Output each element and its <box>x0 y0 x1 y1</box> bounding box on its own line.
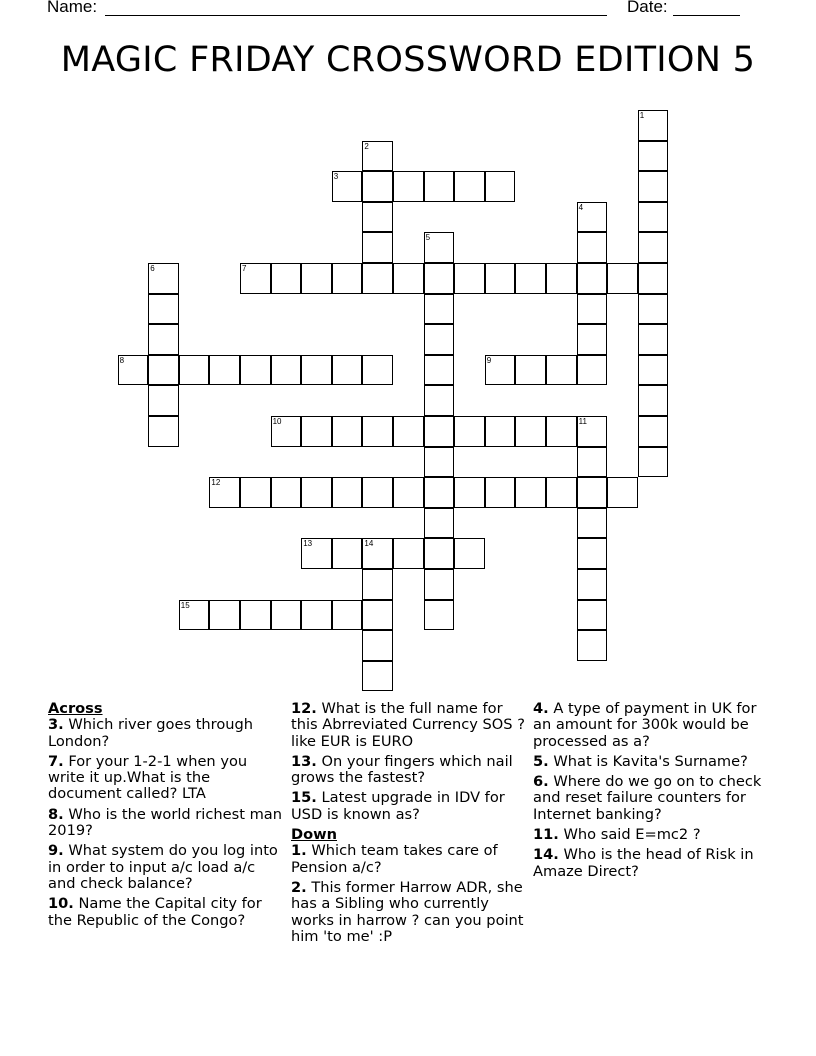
cell-number: 5 <box>425 233 431 243</box>
grid-cell[interactable] <box>362 355 393 386</box>
grid-cell[interactable] <box>362 661 393 692</box>
grid-cell[interactable] <box>393 477 424 508</box>
clue-item <box>48 896 283 929</box>
down-heading: Down <box>291 826 338 844</box>
cell-number: 7 <box>242 264 247 273</box>
grid-cell[interactable] <box>332 171 363 202</box>
grid-cell[interactable] <box>577 477 608 508</box>
grid-cell[interactable] <box>240 477 271 508</box>
grid-cell[interactable] <box>209 355 240 386</box>
grid-cell[interactable] <box>271 416 302 447</box>
grid-cell[interactable] <box>485 171 516 202</box>
grid-cell[interactable] <box>424 477 455 508</box>
grid-cell[interactable] <box>424 447 455 478</box>
grid-cell[interactable] <box>362 263 393 294</box>
clue-item <box>291 880 526 945</box>
grid-cell[interactable] <box>393 538 424 569</box>
clue-text: What is the full name for this Abrreviated Currency SOS ? like EUR is EURO <box>291 700 525 750</box>
clue-item <box>291 843 526 876</box>
grid-cell[interactable] <box>638 355 669 386</box>
grid-cell[interactable] <box>332 600 363 631</box>
clue-item <box>291 754 526 787</box>
grid-cell[interactable] <box>332 477 363 508</box>
name-label: Name: <box>47 0 98 16</box>
grid-cell[interactable] <box>301 263 332 294</box>
grid-cell[interactable] <box>209 600 240 631</box>
grid-cell[interactable] <box>454 477 485 508</box>
grid-cell[interactable] <box>271 477 302 508</box>
clue-item <box>533 701 773 750</box>
grid-cell[interactable] <box>454 263 485 294</box>
grid-cell[interactable] <box>362 477 393 508</box>
grid-cell[interactable] <box>515 416 546 447</box>
clue-item <box>291 701 526 750</box>
grid-cell[interactable] <box>301 355 332 386</box>
grid-cell[interactable] <box>424 569 455 600</box>
grid-cell[interactable] <box>424 600 455 631</box>
grid-cell[interactable] <box>118 355 149 386</box>
grid-cell[interactable] <box>424 263 455 294</box>
grid-cell[interactable] <box>454 416 485 447</box>
grid-cell[interactable] <box>424 294 455 325</box>
clue-item <box>48 843 283 892</box>
grid-cell[interactable] <box>393 171 424 202</box>
grid-cell[interactable] <box>240 263 271 294</box>
cell-number: 3 <box>333 172 339 182</box>
grid-cell[interactable] <box>362 538 393 569</box>
down-clue-list-continued <box>533 701 773 880</box>
grid-cell[interactable] <box>424 385 455 416</box>
clue-number: 5. <box>533 752 549 770</box>
clue-number: 1. <box>291 842 307 860</box>
grid-cell[interactable] <box>393 263 424 294</box>
grid-cell[interactable] <box>271 600 302 631</box>
clue-text: What system do you log into in order to input a/c load a/c and check balance? <box>48 842 278 892</box>
grid-cell[interactable] <box>332 416 363 447</box>
grid-cell[interactable] <box>515 263 546 294</box>
clue-item <box>48 717 283 750</box>
cell-number: 6 <box>150 264 155 273</box>
grid-cell[interactable] <box>454 538 485 569</box>
clue-number: 14. <box>533 846 559 864</box>
clues-column-1 <box>48 701 283 933</box>
clue-text: Who is the head of Risk in Amaze Direct? <box>533 846 754 880</box>
grid-cell[interactable] <box>638 202 669 233</box>
clue-number: 4. <box>533 700 549 717</box>
clue-number: 13. <box>291 752 317 770</box>
clue-text: Which river goes through London? <box>48 716 254 750</box>
grid-cell[interactable] <box>485 477 516 508</box>
grid-cell[interactable] <box>362 630 393 661</box>
grid-cell[interactable] <box>362 202 393 233</box>
grid-cell[interactable] <box>577 294 608 325</box>
grid-cell[interactable] <box>424 355 455 386</box>
clue-item <box>48 807 283 840</box>
grid-cell[interactable] <box>424 324 455 355</box>
clue-number: 7. <box>48 752 64 770</box>
clue-item <box>533 827 773 843</box>
grid-cell[interactable] <box>240 600 271 631</box>
grid-cell[interactable] <box>332 355 363 386</box>
clue-number: 15. <box>291 789 317 807</box>
grid-cell[interactable] <box>424 416 455 447</box>
clue-number: 3. <box>48 716 64 734</box>
page-title: MAGIC FRIDAY CROSSWORD EDITION 5 <box>60 40 756 80</box>
grid-cell[interactable] <box>362 232 393 263</box>
grid-cell[interactable] <box>577 202 608 233</box>
clue-text: On your fingers which nail grows the fastest? <box>291 752 513 787</box>
grid-cell[interactable] <box>577 569 608 600</box>
clue-text: Which team takes care of Pension a/c? <box>291 842 498 876</box>
grid-cell[interactable] <box>546 355 577 386</box>
grid-cell[interactable] <box>638 141 669 172</box>
grid-cell[interactable] <box>515 477 546 508</box>
grid-cell[interactable] <box>577 324 608 355</box>
grid-cell[interactable] <box>424 538 455 569</box>
grid-cell[interactable] <box>546 477 577 508</box>
grid-cell[interactable] <box>362 600 393 631</box>
across-clue-list-continued <box>291 701 526 823</box>
clue-text: Where do we go on to check and reset failure counters for Internet banking? <box>533 773 762 823</box>
cell-number: 10 <box>272 417 282 426</box>
grid-cell[interactable] <box>607 477 638 508</box>
grid-cell[interactable] <box>362 141 393 172</box>
grid-cell[interactable] <box>301 477 332 508</box>
cell-number: 8 <box>119 355 125 365</box>
across-clue-list <box>48 717 283 929</box>
grid-cell[interactable] <box>424 171 455 202</box>
grid-cell[interactable] <box>209 477 240 508</box>
cell-number: 12 <box>211 478 221 488</box>
clue-item <box>533 847 773 880</box>
clue-item <box>291 790 526 823</box>
clue-number: 10. <box>48 895 74 913</box>
clue-number: 6. <box>533 773 549 791</box>
down-clue-list <box>291 843 526 945</box>
clue-number: 11. <box>533 826 559 844</box>
grid-cell[interactable] <box>577 538 608 569</box>
clue-number: 2. <box>291 878 307 896</box>
grid-cell[interactable] <box>301 600 332 631</box>
grid-cell[interactable] <box>148 385 179 416</box>
grid-cell[interactable] <box>148 263 179 294</box>
clue-text: Latest upgrade in IDV for USD is known as? <box>291 789 505 823</box>
cell-number: 1 <box>639 111 645 120</box>
grid-cell[interactable] <box>638 447 669 478</box>
grid-cell[interactable] <box>515 355 546 386</box>
grid-cell[interactable] <box>393 416 424 447</box>
clue-item <box>48 754 283 803</box>
grid-cell[interactable] <box>301 538 332 569</box>
grid-cell[interactable] <box>607 263 638 294</box>
grid-cell[interactable] <box>485 416 516 447</box>
grid-cell[interactable] <box>577 600 608 631</box>
grid-cell[interactable] <box>485 355 516 386</box>
clues-column-3 <box>533 701 773 884</box>
grid-cell[interactable] <box>179 600 210 631</box>
clue-text: Name the Capital city for the Republic of the Congo? <box>48 895 262 929</box>
cell-number: 11 <box>578 417 587 426</box>
grid-cell[interactable] <box>638 294 669 325</box>
grid-cell[interactable] <box>638 416 669 447</box>
cell-number: 9 <box>486 355 492 365</box>
grid-cell[interactable] <box>240 355 271 386</box>
grid-cell[interactable] <box>148 324 179 355</box>
grid-cell[interactable] <box>577 263 608 294</box>
clue-text: A type of payment in UK for an amount for 300k would be processed as a? <box>533 700 757 750</box>
clues-column-2 <box>291 701 526 949</box>
cell-number: 2 <box>364 141 369 151</box>
date-label: Date: <box>627 0 668 16</box>
grid-cell[interactable] <box>577 630 608 661</box>
grid-cell[interactable] <box>638 263 669 294</box>
grid-cell[interactable] <box>546 416 577 447</box>
grid-cell[interactable] <box>638 385 669 416</box>
grid-cell[interactable] <box>424 232 455 263</box>
grid-cell[interactable] <box>179 355 210 386</box>
grid-cell[interactable] <box>577 416 608 447</box>
grid-cell[interactable] <box>638 324 669 355</box>
clue-text: What is Kavita's Surname? <box>548 752 748 770</box>
clue-item <box>533 754 773 770</box>
clue-text: This former Harrow ADR, she has a Sibling who currently works in harrow ? can you point him 'to me' :P <box>291 878 524 945</box>
clue-item <box>533 774 773 823</box>
grid-cell[interactable] <box>148 416 179 447</box>
grid-cell[interactable] <box>148 355 179 386</box>
cell-number: 15 <box>180 600 190 610</box>
across-heading: Across <box>48 700 103 717</box>
clue-text: Who said E=mc2 ? <box>558 826 701 844</box>
cell-number: 13 <box>303 539 313 549</box>
grid-cell[interactable] <box>577 508 608 539</box>
clue-number: 12. <box>291 700 317 717</box>
grid-cell[interactable] <box>332 263 363 294</box>
grid-cell[interactable] <box>638 232 669 263</box>
grid-cell[interactable] <box>577 355 608 386</box>
grid-cell[interactable] <box>577 232 608 263</box>
cell-number: 14 <box>364 539 374 549</box>
grid-cell[interactable] <box>332 538 363 569</box>
grid-cell[interactable] <box>301 416 332 447</box>
clue-number: 8. <box>48 805 64 823</box>
grid-cell[interactable] <box>148 294 179 325</box>
clue-text: Who is the world richest man 2019? <box>48 805 282 840</box>
cell-number: 4 <box>578 202 584 212</box>
grid-cell[interactable] <box>454 171 485 202</box>
clue-number: 9. <box>48 842 64 860</box>
grid-cell[interactable] <box>271 355 302 386</box>
grid-cell[interactable] <box>424 508 455 539</box>
grid-cell[interactable] <box>362 171 393 202</box>
grid-cell[interactable] <box>638 171 669 202</box>
grid-cell[interactable] <box>362 416 393 447</box>
grid-cell[interactable] <box>546 263 577 294</box>
grid-cell[interactable] <box>362 569 393 600</box>
grid-cell[interactable] <box>577 447 608 478</box>
clue-text: For your 1-2-1 when you write it up.What is the document called? LTA <box>48 752 248 803</box>
grid-cell[interactable] <box>485 263 516 294</box>
grid-cell[interactable] <box>638 110 669 141</box>
grid-cell[interactable] <box>271 263 302 294</box>
